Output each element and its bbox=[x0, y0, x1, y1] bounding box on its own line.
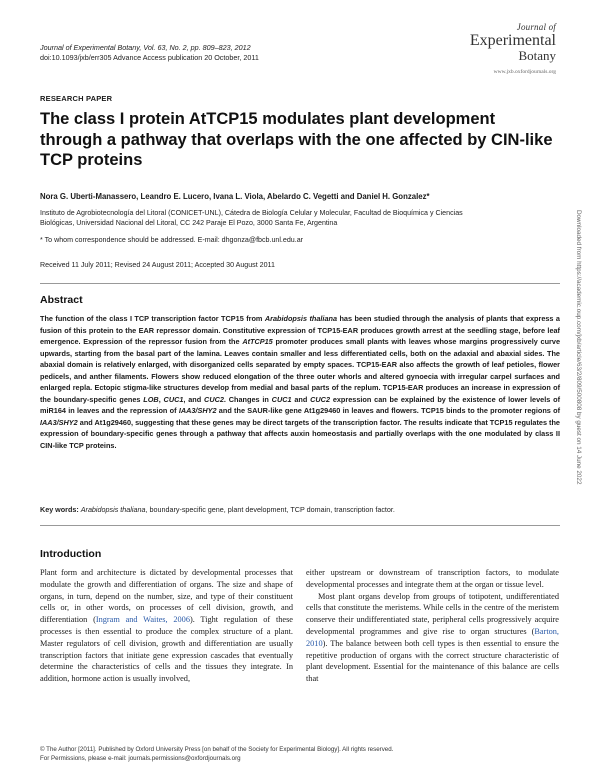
abstract-seg: , bbox=[158, 394, 164, 404]
divider bbox=[40, 525, 560, 526]
abstract-seg: expression can be explained by the existence of lower levels of miR164 in leaves and the repression of bbox=[40, 394, 560, 415]
keyword-italic: Arabidopsis thaliana bbox=[80, 505, 146, 514]
doi-line: doi:10.1093/jxb/err305 Advance Access publication 20 October, 2011 bbox=[40, 52, 259, 62]
affiliation-line2: Biológicas, Universidad Nacional del Litoral, CC 242 Paraje El Pozo, 3000 Santa Fe, Argentina bbox=[40, 219, 338, 227]
abstract-seg: and bbox=[291, 394, 311, 404]
keywords-label: Key words: bbox=[40, 505, 79, 514]
copyright-footer bbox=[40, 745, 393, 763]
introduction-heading: Introduction bbox=[40, 548, 102, 560]
logo-line3: Botany bbox=[518, 48, 556, 63]
intro-text: either upstream or downstream of transcription factors, to modulate developmental processes and integrate them at the organ or tissue level. bbox=[306, 568, 559, 589]
journal-citation bbox=[40, 43, 259, 62]
abstract-seg: . Changes in bbox=[223, 394, 272, 404]
journal-line: Journal of Experimental Botany, Vol. 63, No. 2, pp. 809–823, 2012 bbox=[40, 43, 251, 52]
abstract-italic: CUC1 bbox=[163, 394, 184, 404]
abstract-seg: has been studied through the analysis of plants that express a fusion of this protein to the EAR repressor domain. Constitutive expression of TCP15-EAR produces growth arrest at the seedling stage, before leaf emergence. Expression of the repressor fusion from the bbox=[40, 314, 560, 346]
abstract-seg: and the SAUR-like gene At1g29460 in leaves and flowers. TCP15 binds to the promoter regions of bbox=[216, 406, 561, 415]
abstract-italic: IAA3/SHY2 bbox=[40, 417, 78, 427]
abstract-italic: CUC1 bbox=[271, 394, 292, 404]
abstract-text bbox=[40, 313, 560, 451]
authors: Nora G. Uberti-Manassero, Leandro E. Lucero, Ivana L. Viola, Abelardo C. Vegetti and Daniel H. Gonzalez* bbox=[40, 192, 430, 201]
paper-title: The class I protein AtTCP15 modulates plant development through a pathway that overlaps with the one affected by CIN-like TCP proteins bbox=[40, 110, 553, 169]
abstract-seg: The function of the class I TCP transcription factor TCP15 from bbox=[40, 314, 265, 323]
abstract-italic: IAA3/SHY2 bbox=[178, 406, 217, 415]
citation-link[interactable]: Ingram and Waites, 2006 bbox=[95, 615, 190, 625]
keywords-rest: , boundary-specific gene, plant development, TCP domain, transcription factor. bbox=[145, 505, 395, 514]
abstract-seg: , and bbox=[183, 394, 205, 404]
intro-text: ). The balance between both cell types is then essential to ensure the repetitive production of organs with the correct structure characteristic of plant development. Essential for the maintenance of this balance are cells that bbox=[306, 638, 559, 684]
download-watermark-text: Downloaded from https://academic.oup.com/jxb/article/63/2/809/500808 by guest on 14 June 2022 bbox=[575, 210, 582, 485]
footer-line2: For Permissions, please e-mail: journals.permissions@oxfordjournals.org bbox=[40, 755, 241, 762]
abstract-italic: LOB bbox=[143, 394, 159, 404]
intro-left-column bbox=[40, 567, 293, 685]
logo-url: www.jxb.oxfordjournals.org bbox=[493, 69, 556, 75]
abstract-seg: and At1g29460, suggesting that these genes may be direct targets of the transcription factor. The results indicate that TCP15 regulates the expression of boundary-specific genes through a pathway that affects auxin homeostasis and partially overlaps with the one modulated by class II CIN-like TCP proteins. bbox=[40, 417, 560, 450]
citation-link[interactable]: Barton, 2010 bbox=[306, 626, 559, 648]
abstract-italic: CUC2 bbox=[204, 394, 224, 404]
affiliation-line1: Instituto de Agrobiotecnología del Litoral (CONICET-UNL), Cátedra de Biología Celular y Molecular, Facultad de Bioquímica y Ciencias bbox=[40, 209, 463, 217]
abstract-italic: Arabidopsis thaliana bbox=[264, 314, 338, 323]
intro-right-column bbox=[306, 567, 559, 685]
intro-text: Most plant organs develop from groups of totipotent, undifferentiated cells that constitute the meristems. While cells in the centre of the meristem conserve their undifferentiated state, peripheral cells progressively acquire developmental programmes and give rise to organ structures ( bbox=[306, 591, 559, 636]
footer-line1: © The Author [2011]. Published by Oxford University Press [on behalf of the Society for Experimental Biology]. All rights reserved. bbox=[40, 746, 394, 753]
intro-text: ). Tight regulation of these processes is then essential to produce the complex structure of a plant. Master regulators of cell division, growth and differentiation are usually transcription factors that initiate gene expression cascades that eventually determine the characteristics of cells and the tissues they integrate. In addition, hormone action is usually involved, bbox=[40, 615, 293, 684]
journal-logo bbox=[446, 22, 556, 75]
divider bbox=[40, 283, 560, 284]
affiliation bbox=[40, 208, 560, 228]
abstract-italic: CUC2 bbox=[310, 394, 331, 404]
received-dates: Received 11 July 2011; Revised 24 August 2011; Accepted 30 August 2011 bbox=[40, 261, 275, 269]
download-watermark bbox=[574, 210, 584, 650]
abstract-seg: promoter produces small plants with leaves whose margins progressively curve upwards, starting from the basal part of the lamina. Leaves contain smaller and less differentiated cells, both on the adaxial and abaxial sides. The abaxial domain is relatively enlarged, with disorganized cells separated by empty spaces. TCP15-EAR also affects the growth of leaf petioles, flower pedicels, and anther filaments. Flowers show reduced elongation of the three outer whorls and altered gynoecia with irregular carpel surfaces and enlarged repla. Ectopic stigma-like structures develop from medial and basal parts of the replum. TCP15-EAR produces an increase in expression of the boundary-specific genes bbox=[40, 337, 561, 404]
logo-line1: Journal of bbox=[516, 22, 556, 32]
abstract-heading: Abstract bbox=[40, 294, 83, 306]
correspondence: * To whom correspondence should be addressed. E-mail: dhgonza@fbcb.unl.edu.ar bbox=[40, 236, 303, 244]
abstract-italic: AtTCP15 bbox=[242, 337, 273, 346]
keywords bbox=[40, 505, 560, 514]
logo-line2: Experimental bbox=[469, 32, 556, 49]
intro-text: Plant form and architecture is dictated by developmental processes that modulate the growth and differentiation of organs. The size and shape of organs, in turn, depend on the number, size, and type of their constituent cells or, in other words, on processes of cell division, growth, and differentiation ( bbox=[40, 568, 293, 625]
section-label: RESEARCH PAPER bbox=[40, 94, 113, 103]
